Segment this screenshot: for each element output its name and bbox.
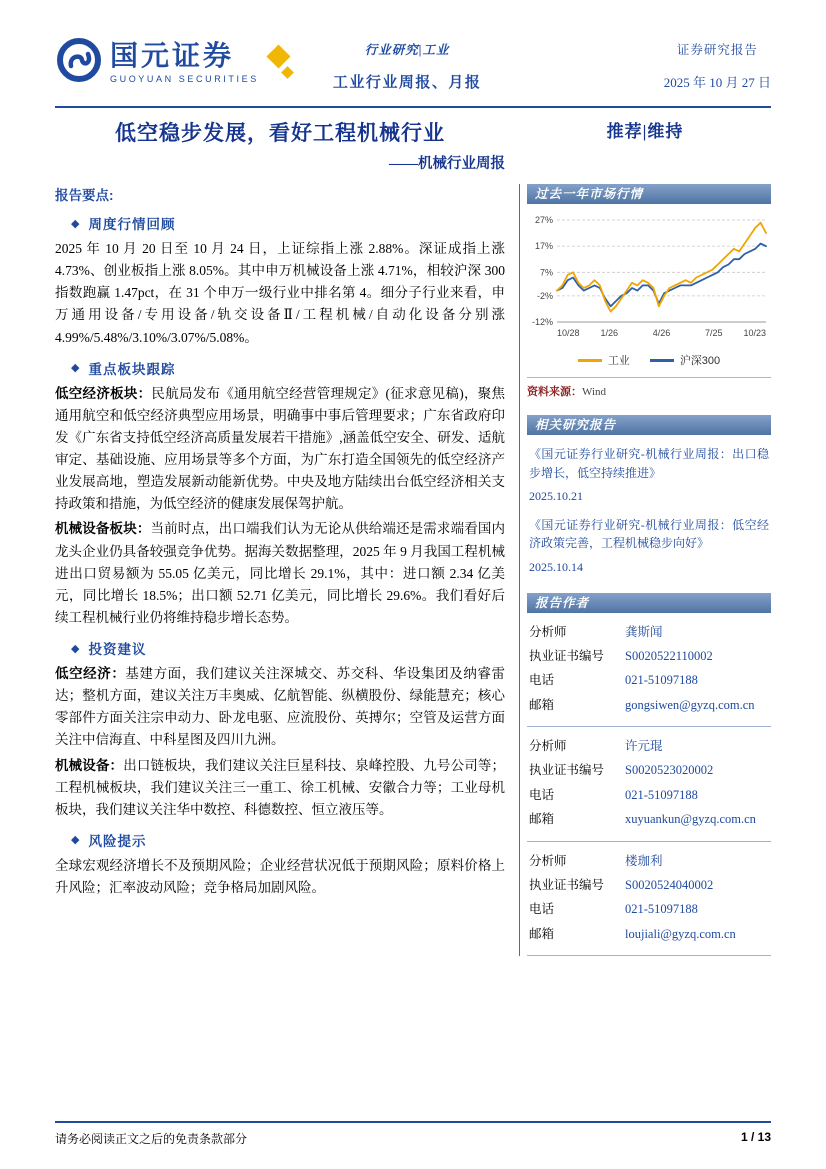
- report-body: [55, 184, 505, 956]
- legend-label: 沪深300: [679, 355, 721, 367]
- legend-label: 工业: [607, 355, 630, 367]
- section-risk-warning: [55, 830, 505, 899]
- author-role-row: [529, 734, 769, 758]
- author-block: [527, 613, 771, 728]
- report-header: [55, 36, 771, 92]
- header-right: [664, 40, 771, 91]
- related-report-date: 2025.10.14: [529, 559, 583, 574]
- main-columns: [55, 184, 771, 956]
- paragraph-lead: 机械设备板块：: [55, 521, 151, 537]
- diamond-bullet-icon: ◆: [71, 362, 80, 375]
- document-type: 工业行业周报、月报: [332, 75, 482, 91]
- paragraph-text: 民航局发布《通用航空经营管理规定》(征求意见稿)，聚焦通用航空和低空经济典型应用场景，明确事中事后管理要求；广东省政府印发《广东省支持低空经济高质量发展若干措施》,涵盖低空安全、研发、适航审定、基础设施、应用场景等多个方面，为广东打造全国领先的低空经济产业发展高地，塑造发展新动能新优势。中央及地方陆续出台低空经济相关支持政策和措施，为低空经济的健康发展保驾护航。: [55, 385, 506, 512]
- email-link[interactable]: loujiali@gyzq.com.cn: [625, 926, 736, 941]
- svg-text:1/26: 1/26: [600, 328, 619, 338]
- source-label: 资料来源：: [527, 386, 582, 398]
- authors-header-bar: 报告作者: [527, 593, 771, 613]
- paragraph: [55, 855, 505, 899]
- paragraph-text: 基建方面，我们建议关注深城交、苏交科、华设集团及纳睿雷达；整机方面，建议关注万丰奥威、亿航智能、纵横股份、绿能慧充；核心零部件方面关注宗申动力、卧龙电驱、应流股份、英搏尔；空管及运营方面关注中信海直、中科星图及四川九洲。: [55, 666, 506, 748]
- author-block: [527, 842, 771, 957]
- section-heading: [71, 358, 505, 378]
- svg-text:10/28: 10/28: [557, 328, 580, 338]
- footer: [55, 1130, 771, 1147]
- section-title: 风险提示: [88, 833, 147, 849]
- author-cert-row: [529, 873, 769, 897]
- phone-number: 021-51097188: [625, 673, 698, 688]
- guoyuan-logo: [55, 36, 299, 89]
- gold-diamond-decoration-icon: [263, 38, 299, 88]
- cert-number: S0020522110002: [625, 648, 713, 663]
- paragraph: [55, 238, 505, 349]
- section-heading: [71, 830, 505, 850]
- author-cert-row: [529, 644, 769, 668]
- svg-text:10/23: 10/23: [743, 328, 766, 338]
- guoyuan-emblem-icon: [55, 36, 103, 89]
- cert-label: 执业证书编号: [529, 877, 605, 892]
- paragraph-text: 出口链板块，我们建议关注巨星科技、泉峰控股、九号公司等；工程机械板块，我们建议关注三一重工、徐工机械、安徽合力等；工业母机板块，我们建议关注华中数控、科德数控、恒立液压等。: [55, 757, 505, 817]
- industry-category: 行业研究|工业: [364, 43, 450, 57]
- related-report-title[interactable]: 《国元证券行业研究-机械行业周报：低空经济政策完善，工程机械稳步向好》: [529, 517, 769, 551]
- section-title: 重点板块跟踪: [88, 361, 176, 377]
- logo-name-cn: 国元证券: [110, 39, 235, 71]
- analyst-name: 许元琨: [625, 739, 663, 754]
- market-chart: [527, 212, 771, 399]
- key-points-label: 报告要点:: [55, 188, 114, 203]
- paragraph-text: 当前时点，出口端我们认为无论从供给端还是需求端看国内龙头企业仍具备较强竞争优势。据海关数据整理，2025 年 9 月我国工程机械进出口贸易额为 55.05 亿美元，同比增长 29.1%，其中：进口额 2.34 亿美元，同比增长 18.5%；出口额 52.71 亿美元，同比增长 29.6%。我们看好后续工程机械行业仍将维持稳步增长态势。: [55, 521, 505, 625]
- industry-line-swatch-icon: [578, 359, 602, 362]
- paragraph: [55, 518, 505, 629]
- svg-text:4/26: 4/26: [652, 328, 671, 338]
- analyst-name: 楼珈利: [625, 853, 663, 868]
- paragraph: [55, 383, 505, 516]
- source-value: Wind: [582, 386, 606, 398]
- paragraph-text: 全球宏观经济增长不及预期风险；企业经营状况低于预期风险；原料价格上升风险；汇率波动风险；竞争格局加剧风险。: [55, 857, 505, 895]
- author-role-row: [529, 620, 769, 644]
- email-label: 邮箱: [529, 697, 555, 712]
- disclaimer-text: 请务必阅读正文之后的免责条款部分: [55, 1132, 248, 1146]
- logo-text: [110, 39, 259, 84]
- author-phone-row: [529, 783, 769, 807]
- cert-number: S0020523020002: [625, 763, 714, 778]
- related-report-date: 2025.10.21: [529, 489, 583, 504]
- author-block: [527, 727, 771, 842]
- logo-name-en: GUOYUAN SECURITIES: [110, 73, 259, 84]
- header-divider: [55, 106, 771, 108]
- section-heading: [71, 638, 505, 658]
- paragraph-lead: 低空经济：: [55, 666, 126, 681]
- related-reports-header-bar: 相关研究报告: [527, 415, 771, 435]
- svg-text:7%: 7%: [539, 267, 553, 278]
- report-type-label: 证券研究报告: [676, 43, 758, 57]
- author-email-row: [529, 922, 769, 946]
- svg-text:27%: 27%: [534, 215, 553, 225]
- paragraph-lead: 机械设备：: [55, 757, 124, 773]
- report-date: 2025 年 10 月 27 日: [663, 75, 771, 90]
- section-title: 投资建议: [88, 642, 147, 657]
- role-label: 分析师: [529, 739, 567, 754]
- legend-item-csi300: [650, 352, 720, 368]
- phone-number: 021-51097188: [625, 787, 698, 802]
- email-label: 邮箱: [529, 812, 555, 827]
- author-phone-row: [529, 668, 769, 692]
- rating-badge: 推荐|维持: [606, 122, 684, 141]
- section-sector-tracking: [55, 358, 505, 629]
- svg-text:-2%: -2%: [536, 290, 553, 301]
- role-label: 分析师: [529, 853, 567, 868]
- email-link[interactable]: xuyuankun@gyzq.com.cn: [625, 812, 756, 827]
- svg-text:-12%: -12%: [531, 317, 553, 327]
- phone-label: 电话: [529, 787, 555, 802]
- role-label: 分析师: [529, 624, 567, 639]
- report-subtitle: ——机械行业周报: [389, 156, 505, 172]
- paragraph: [55, 755, 505, 821]
- market-chart-header-bar: 过去一年市场行情: [527, 184, 771, 204]
- author-email-row: [529, 693, 769, 717]
- related-report-title[interactable]: 《国元证券行业研究-机械行业周报：出口稳步增长，低空持续推进》: [529, 447, 769, 480]
- footer-divider: [55, 1121, 771, 1123]
- page-title: 低空稳步发展，看好工程机械行业: [115, 121, 445, 145]
- svg-text:17%: 17%: [534, 241, 553, 252]
- report-authors-section: [527, 593, 771, 957]
- header-center: [333, 40, 482, 92]
- related-report-link[interactable]: [529, 516, 769, 577]
- cert-label: 执业证书编号: [529, 763, 605, 778]
- author-cert-row: [529, 758, 769, 782]
- diamond-bullet-icon: ◆: [71, 642, 80, 655]
- cert-label: 执业证书编号: [529, 648, 605, 663]
- phone-number: 021-51097188: [625, 902, 698, 917]
- section-title: 周度行情回顾: [88, 217, 176, 232]
- diamond-bullet-icon: ◆: [71, 217, 80, 230]
- section-weekly-review: [55, 213, 505, 349]
- related-report-link[interactable]: [529, 445, 769, 506]
- email-link[interactable]: gongsiwen@gyzq.com.cn: [625, 697, 755, 712]
- paragraph-text: 2025 年 10 月 20 日至 10 月 24 日，上证综指上涨 2.88%。深证成指上涨 4.73%、创业板指上涨 8.05%。其中申万机械设备上涨 4.71%，相较沪深 300 指数跑赢 1.47pct，在 31 个申万一级行业中排名第 4。细分子行业来看，申万通用设备/专用设备/轨交设备Ⅱ/工程机械/自动化设备分别涨 4.99%/5.48%/3.10%/3.07%/5.08%。: [55, 241, 505, 345]
- title-row: [55, 117, 771, 147]
- svg-text:7/25: 7/25: [704, 328, 723, 338]
- paragraph-lead: 低空经济板块：: [55, 385, 152, 401]
- section-investment-advice: [55, 638, 505, 821]
- chart-legend: [527, 352, 771, 368]
- email-label: 邮箱: [529, 926, 555, 941]
- cert-number: S0020524040002: [625, 877, 714, 892]
- page-number: 1 / 13: [740, 1130, 771, 1144]
- phone-label: 电话: [529, 673, 555, 688]
- sidebar: [519, 184, 771, 956]
- author-email-row: [529, 807, 769, 831]
- paragraph: [55, 663, 505, 752]
- related-reports-section: [527, 415, 771, 577]
- section-heading: [71, 213, 505, 233]
- author-phone-row: [529, 897, 769, 921]
- phone-label: 电话: [529, 902, 555, 917]
- chart-source: [527, 377, 771, 399]
- csi300-line-swatch-icon: [650, 359, 674, 362]
- diamond-bullet-icon: ◆: [71, 834, 80, 847]
- author-role-row: [529, 849, 769, 873]
- analyst-name: 龚斯闻: [625, 624, 663, 639]
- legend-item-industry: [578, 352, 630, 368]
- market-chart-svg: [527, 212, 771, 346]
